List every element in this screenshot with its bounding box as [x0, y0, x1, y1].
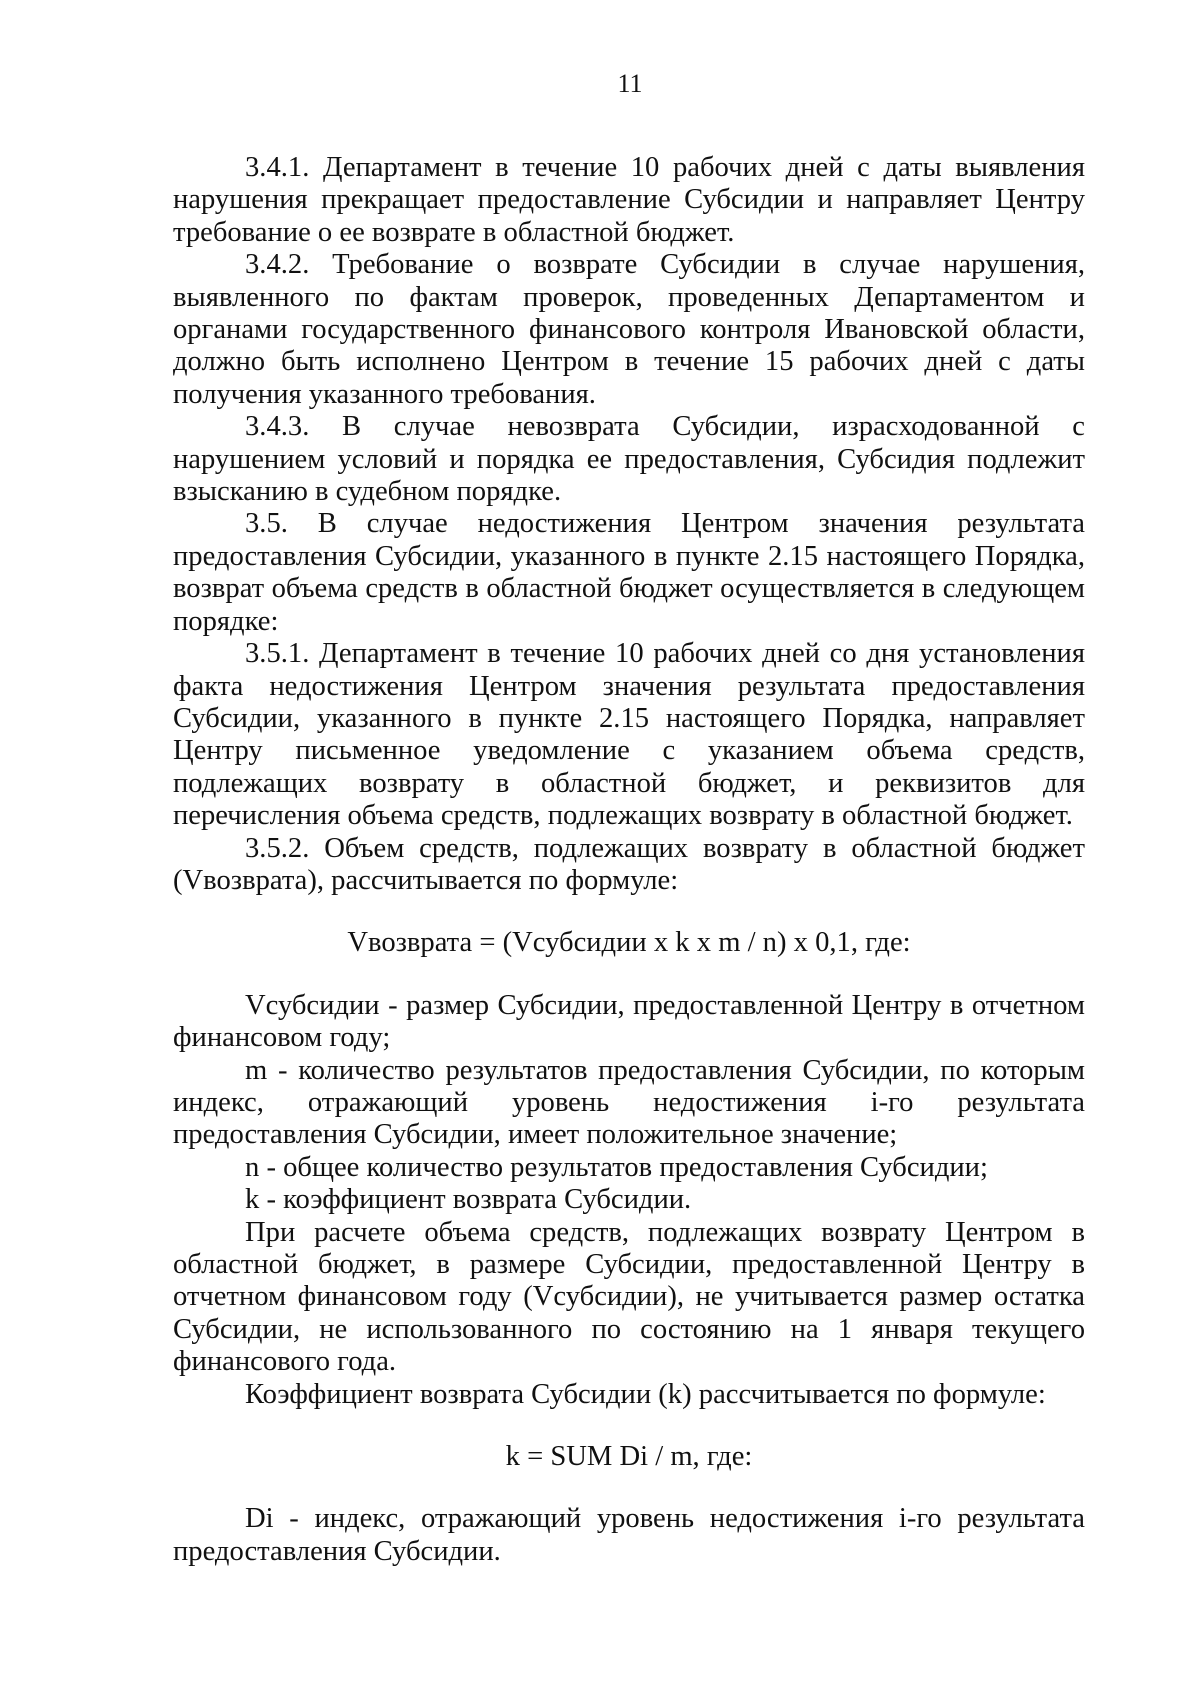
- definition-k: k - коэффициент возврата Субсидии.: [245, 1184, 692, 1216]
- formula-coefficient: k = SUM Di / m, где:: [505, 1441, 753, 1473]
- page-number: 11: [617, 69, 643, 98]
- definition-di: Di - индекс, отражающий уровень недостижения i-го результата предоставления Субсидии.: [173, 1503, 1085, 1567]
- paragraph-coefficient: Коэффициент возврата Субсидии (k) рассчитывается по формуле:: [245, 1378, 1046, 1410]
- definition-m: m - количество результатов предоставления Субсидии, по которым индекс, отражающий уровень недостижения i-го результата предоставления Субсидии, имеет положительное значение;: [173, 1054, 1085, 1151]
- definition-v-subsidy: Vсубсидии - размер Субсидии, предоставленной Центру в отчетном финансовом году;: [173, 989, 1085, 1054]
- paragraph-3-5: 3.5. В случае недостижения Центром значения результата предоставления Субсидии, указанного в пункте 2.15 настоящего Порядка, возврат объема средств в областной бюджет осуществляется в следующем порядке:: [173, 508, 1085, 637]
- paragraph-3-5-1: 3.5.1. Департамент в течение 10 рабочих дней со дня установления факта недостижения Центром значения результата предоставления Субсидии, указанного в пункте 2.15 настоящего Порядка, направляет Центру письменное уведомление с указанием объема средств, подлежащих возврату в областной бюджет, и реквизитов для перечисления объема средств, подлежащих возврату в областной бюджет.: [173, 638, 1085, 832]
- paragraph-3-4-1: 3.4.1. Департамент в течение 10 рабочих дней с даты выявления нарушения прекращает предоставление Субсидии и направляет Центру требование о ее возврате в областной бюджет.: [173, 152, 1085, 248]
- paragraph-calculation-note: При расчете объема средств, подлежащих возврату Центром в областной бюджет, в размере Субсидии, предоставленной Центру в отчетном финансовом году (Vсубсидии), не учитывается размер остатка Субсидии, не использованного по состоянию на 1 января текущего финансового года.: [173, 1216, 1085, 1378]
- document-body: [173, 152, 1085, 1568]
- paragraph-3-4-2: 3.4.2. Требование о возврате Субсидии в случае нарушения, выявленного по фактам проверок, проведенных Департаментом и органами государственного финансового контроля Ивановской области, должно быть исполнено Центром в течение 15 рабочих дней с даты получения указанного требования.: [173, 249, 1085, 410]
- definition-n: n - общее количество результатов предоставления Субсидии;: [245, 1151, 988, 1183]
- paragraph-3-5-2: 3.5.2. Объем средств, подлежащих возврату в областной бюджет (Vвозврата), рассчитывается по формуле:: [173, 832, 1085, 896]
- paragraph-3-4-3: 3.4.3. В случае невозврата Субсидии, израсходованной с нарушением условий и порядка ее предоставления, Субсидия подлежит взысканию в судебном порядке.: [173, 411, 1085, 508]
- formula-return-volume: Vвозврата = (Vсубсидии x k x m / n) x 0,1, где:: [347, 927, 911, 959]
